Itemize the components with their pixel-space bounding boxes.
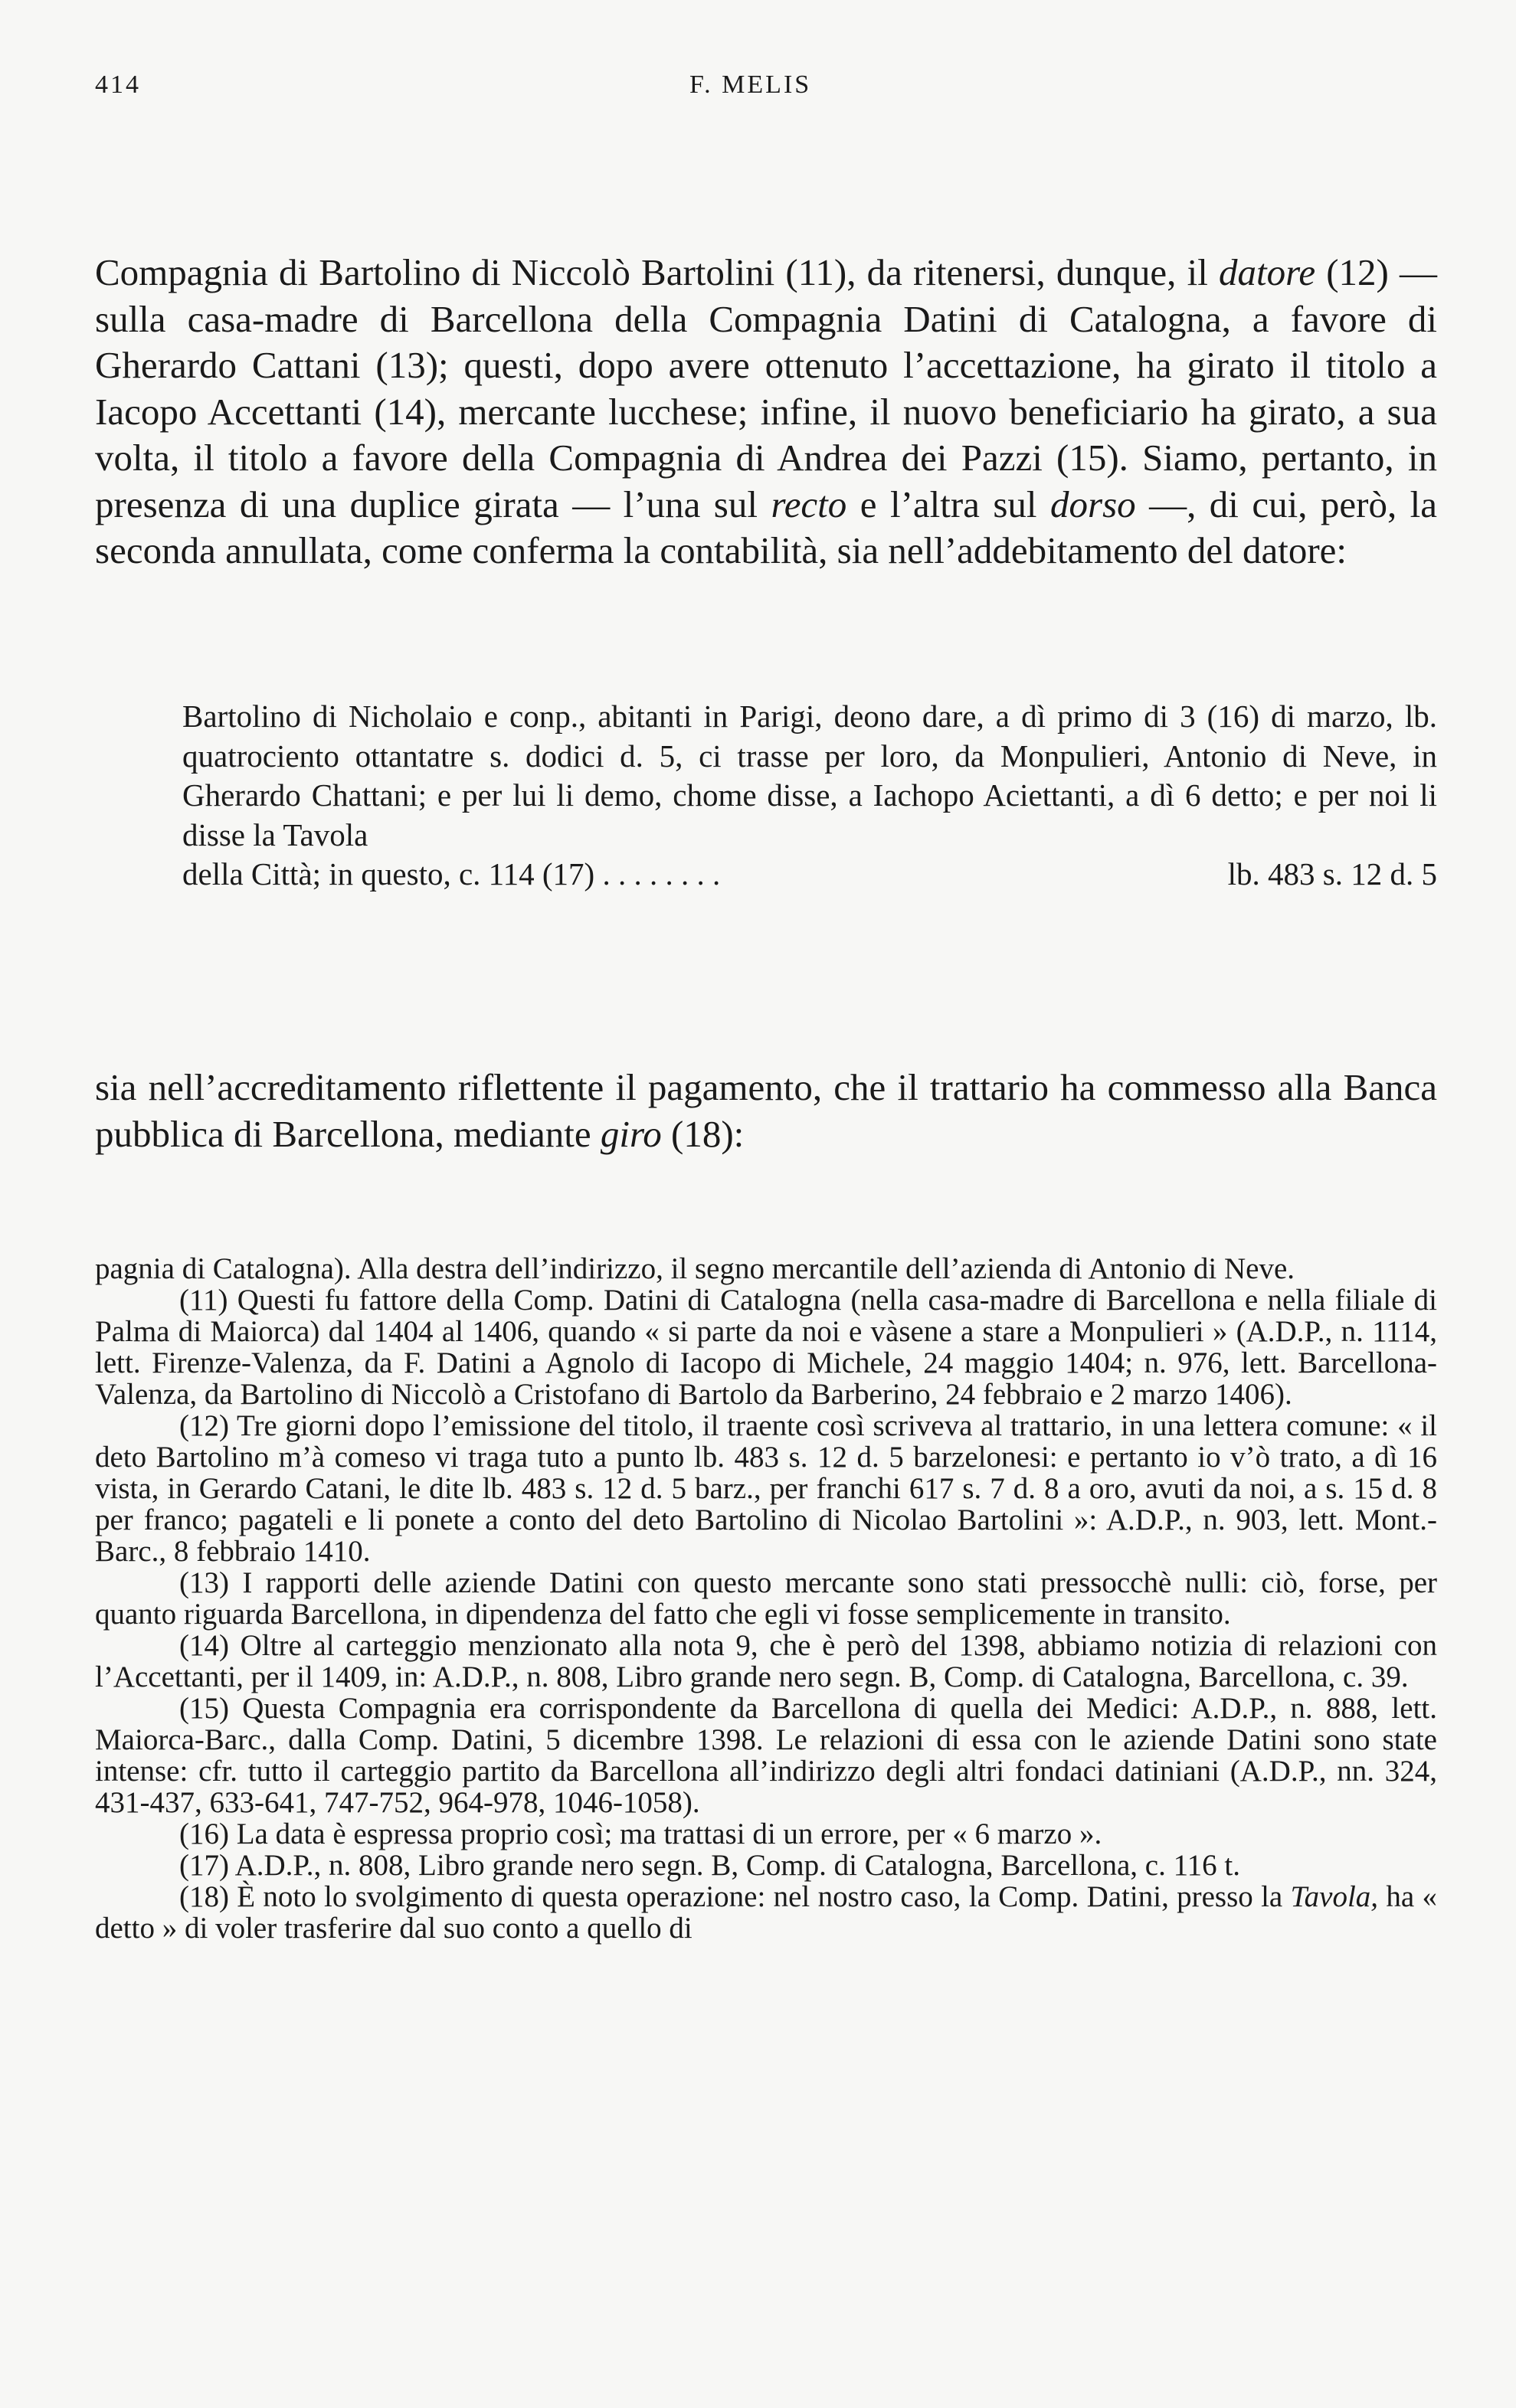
footnote-14: (14) Oltre al carteggio menzionato alla nota 9, che è però del 1398, abbiamo notizia di relazioni con l’Accettanti, per il 1409, in: A.D.P., n. 808, Libro grande nero segn. B, Comp. di Catalogna, Barcellona, c. 39. <box>95 1629 1437 1693</box>
ledger-quote-text: Bartolino di Nicholaio e conp., abitanti in Parigi, deono dare, a dì primo di 3 (16) di marzo, lb. quatrociento ottantatre s. dodici d. 5, ci trasse per loro, da Monpulieri, Antonio di Neve, in Gherardo Chattani; e per lui li demo, chome disse, a Iachopo Aciettanti, a dì 6 detto; e per noi li disse la Tavola <box>182 699 1437 852</box>
ledger-amount: lb. 483 s. 12 d. 5 <box>1227 856 1437 892</box>
footnote-15: (15) Questa Compagnia era corrispondente da Barcellona di quella dei Medici: A.D.P., n. 888, lett. Maiorca-Barc., dalla Comp. Datini, 5 dicembre 1398. Le relazioni di essa con le aziende Datini sono state intense: cfr. tutto il carteggio partito da Barcellona all’indirizzo degli altri fondaci datiniani (A.D.P., nn. 324, 431-437, 633-641, 747-752, 964-978, 1046-1058). <box>95 1692 1437 1819</box>
page <box>95 61 1438 1945</box>
footnote-18: (18) È noto lo svolgimento di questa operazione: nel nostro caso, la Comp. Datini, presso la Tavola, ha « detto » di voler trasferire dal suo conto a quello di <box>95 1880 1437 1945</box>
ledger-entry-ref: della Città; in questo, c. 114 (17) . . . . . . . . <box>182 856 721 892</box>
page-header <box>95 61 1437 115</box>
page-number: 414 <box>95 70 141 99</box>
footnote-16: (16) La data è espressa proprio così; ma trattasi di un errore, per « 6 marzo ». <box>179 1817 1102 1850</box>
footnote-17: (17) A.D.P., n. 808, Libro grande nero segn. B, Comp. di Catalogna, Barcellona, c. 116 t. <box>179 1849 1240 1882</box>
body-paragraph-2: sia nell’accreditamento riflettente il pagamento, che il trattario ha commesso alla Banca pubblica di Barcellona, mediante giro (18): <box>95 1066 1437 1155</box>
body-paragraph-1: Compagnia di Bartolino di Niccolò Bartolini (11), da ritenersi, dunque, il datore (12) — sulla casa-madre di Barcellona della Compagnia Datini di Catalogna, a favore di Gherardo Cattani (13); questi, dopo avere ottenuto l’accettazione, ha girato il titolo a Iacopo Accettanti (14), mercante lucchese; infine, il nuovo beneficiario ha girato, a sua volta, il titolo a favore della Compagnia di Andrea dei Pazzi (15). Siamo, pertanto, in presenza di una duplice girata — l’una sul recto e l’altra sul dorso —, di cui, però, la seconda annullata, come conferma la contabilità, sia nell’addebitamento del datore: <box>95 251 1438 571</box>
footnote-11: (11) Questi fu fattore della Comp. Datini di Catalogna (nella casa-madre di Barcellona e nella filiale di Palma di Maiorca) dal 1404 al 1406, quando « si parte da noi e vàsene a stare a Monpulieri » (A.D.P., n. 1114, lett. Firenze-Valenza, da F. Datini a Agnolo di Iacopo di Michele, 24 maggio 1404; n. 976, lett. Barcellona-Valenza, da Bartolino di Niccolò a Cristofano di Bartolo da Barberino, 24 febbraio e 2 marzo 1406). <box>95 1284 1437 1411</box>
running-head: F. MELIS <box>689 70 812 99</box>
italic-giro: giro <box>600 1112 662 1155</box>
italic-datore: datore <box>1218 251 1316 293</box>
italic-dorso: dorso <box>1050 483 1136 525</box>
footnote-continuation: pagnia di Catalogna). Alla destra dell’indirizzo, il segno mercantile dell’azienda di Antonio di Neve. <box>95 1252 1295 1285</box>
footnote-13: (13) I rapporti delle aziende Datini con questo mercante sono stati pressocchè nulli: ciò, forse, per quanto riguarda Barcellona, in dipendenza del fatto che egli vi fosse semplicemente in transito. <box>95 1566 1437 1631</box>
ledger-quote <box>182 697 1437 895</box>
footnote-12: (12) Tre giorni dopo l’emissione del titolo, il traente così scriveva al trattario, in una lettera comune: « il deto Bartolino m’à comeso vi traga tuto a punto lb. 483 s. 12 d. 5 barzelonesi: e pertanto io v’ò trato, a dì 16 vista, in Gerardo Catani, le dite lb. 483 s. 12 d. 5 barz., per franchi 617 s. 7 d. 8 a oro, avuti da noi, a s. 15 d. 8 per franco; pagateli e li ponete a conto del deto Bartolino di Nicolao Bartolini »: A.D.P., n. 903, lett. Mont.-Barc., 8 febbraio 1410. <box>95 1409 1437 1568</box>
italic-tavola: Tavola, <box>1290 1880 1379 1913</box>
italic-recto: recto <box>771 483 847 525</box>
ledger-amount-line <box>182 855 1437 895</box>
footnotes <box>95 1253 1437 1944</box>
